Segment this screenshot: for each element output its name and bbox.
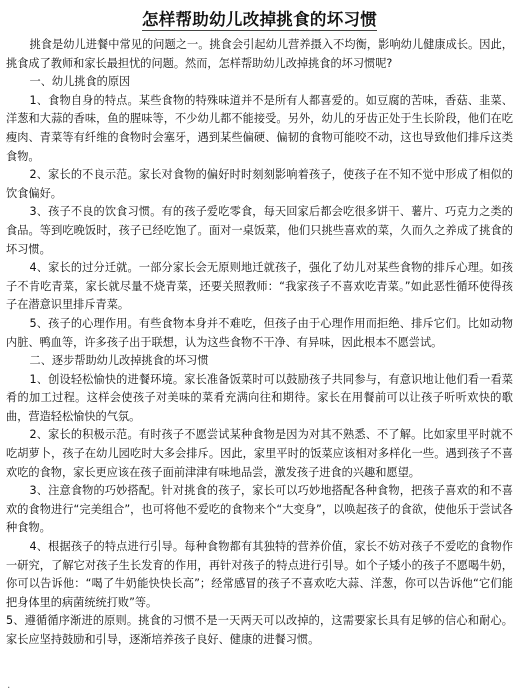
section-heading-solutions: 二、逐步帮助幼儿改掉挑食的坏习惯: [29, 354, 209, 368]
section-heading-causes: 一、幼儿挑食的原因: [29, 75, 131, 89]
paragraph-solution-2: 2、家长的积极示范。有时孩子不愿尝试某种食物是因为对其不熟悉、不了解。比如家里平时就不吃胡萝卜，孩子在幼儿园吃时大多会排斥。因此，家里平时的饭菜应该相对多样化一些。遇到孩子不喜欢吃的食物，家长更应该在孩子面前津津有味地品尝，激发孩子进食的兴趣和愿望。: [6, 428, 513, 479]
paragraph-solution-1: 1、创设轻松愉快的进餐环境。家长准备饭菜时可以鼓励孩子共同参与，有意识地让他们看一看菜肴的加工过程。这样会使孩子对美味的菜肴充满向往和期待。家长在用餐前可以让孩子听听欢快的歌曲，营造轻松愉快的气氛。: [6, 372, 513, 423]
article-body: [6, 36, 513, 650]
page-title: 怎样帮助幼儿改掉挑食的坏习惯: [141, 10, 378, 29]
paragraph-cause-1: 1、食物自身的特点。某些食物的特殊味道并不是所有人都喜爱的。如豆腐的苦味，香菇、韭菜、洋葱和大蒜的香味，鱼的腥味等，不少幼儿都不能接受。另外，幼儿的牙齿正处于生长阶段，他们在吃瘦肉、青菜等有纤维的食物时会塞牙，遇到某些偏硬、偏韧的食物可能咬不动，这也导致他们排斥这类食物。: [6, 93, 513, 163]
trailing-mark: ۰: [6, 682, 12, 693]
paragraph-cause-4: 4、家长的过分迁就。一部分家长会无原则地迁就孩子，强化了幼儿对某些食物的排斥心理。如孩子不肯吃青菜，家长就尽量不烧青菜，还要关照教师：“我家孩子不喜欢吃青菜。”如此恶性循环使得孩子在潜意识里排斥青菜。: [6, 261, 513, 312]
paragraph-cause-3: 3、孩子不良的饮食习惯。有的孩子爱吃零食，每天回家后都会吃很多饼干、薯片、巧克力之类的食品。等到吃晚饭时，孩子已经吃饱了。面对一桌饭菜，他们只挑些喜欢的菜，久而久之养成了挑食的坏习惯。: [6, 205, 513, 256]
paragraph-cause-2: 2、家长的不良示范。家长对食物的偏好时时刻刻影响着孩子，使孩子在不知不觉中形成了相似的饮食偏好。: [6, 168, 513, 200]
paragraph-intro: 挑食是幼儿进餐中常见的问题之一。挑食会引起幼儿营养摄入不均衡，影响幼儿健康成长。因此，挑食成了教师和家长最担忧的问题。然而，怎样帮助幼儿改掉挑食的坏习惯呢?: [6, 38, 513, 70]
paragraph-cause-5: 5、孩子的心理作用。有些食物本身并不难吃，但孩子由于心理作用而拒绝、排斥它们。比如动物内脏、鸭血等，许多孩子出于联想，认为这些食物不干净、有异味，因此根本不愿尝试。: [6, 316, 513, 349]
paragraph-solution-3: 3、注意食物的巧妙搭配。针对挑食的孩子，家长可以巧妙地搭配各种食物，把孩子喜欢的和不喜欢的食物进行“完美组合”，也可将他不爱吃的食物来个“大变身”，以唤起孩子的食欲，使他乐于尝试各种食物。: [6, 484, 513, 535]
paragraph-solution-5: 5、遵循循序渐进的原则。挑食的习惯不是一天两天可以改掉的，这需要家长具有足够的信心和耐心。家长应坚持鼓励和引导，逐渐培养孩子良好、健康的进餐习惯。: [6, 614, 513, 646]
paragraph-solution-4: 4、根据孩子的特点进行引导。每种食物都有其独特的营养价值，家长不妨对孩子不爱吃的食物作一研究，了解它对孩子生长发育的作用，再针对孩子的特点进行引导。如个子矮小的孩子不愿喝牛奶，你可以告诉他：“喝了牛奶能快快长高”；经常感冒的孩子不喜欢吃大蒜、洋葱，你可以告诉他“它们能把身体里的病菌统统打败”等。: [6, 540, 513, 609]
